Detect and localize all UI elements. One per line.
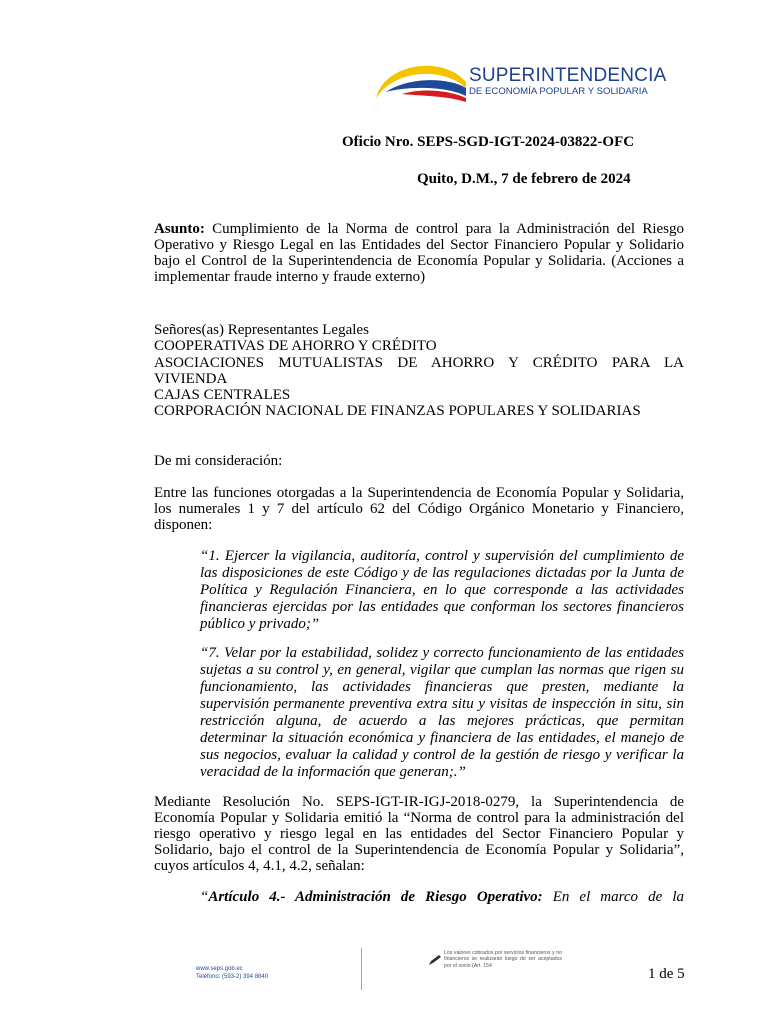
footer-phone: Teléfono: (593-2) 394 8840 xyxy=(196,974,269,980)
recipient-line: ASOCIACIONES MUTUALISTAS DE AHORRO Y CRÉDITO PARA LA xyxy=(154,354,684,371)
seps-logo-icon xyxy=(372,56,468,102)
recipient-line: Señores(as) Representantes Legales xyxy=(154,322,369,338)
pen-icon xyxy=(428,954,442,966)
oficio-number: Oficio Nro. SEPS-SGD-IGT-2024-03822-OFC xyxy=(342,134,635,150)
logo-title: SUPERINTENDENCIA xyxy=(469,65,667,86)
quote-2: “7. Velar por la estabilidad, solidez y correcto funcionamiento de las entidades sujetas a su control y, en general, vigilar que cumplan las normas que rigen su funcionamiento, las actividades financieras que presten, mediante la supervisión permanente preventiva extra situ y visitas de inspección in situ, sin restricción alguna, de acuerdo a las mejores prácticas, que permitan determinar la situación económica y financiera de las entidades, el manejo de sus negocios, evaluar la calidad y control de la gestión de riesgo y verificar la veracidad de la información que generan;.” xyxy=(200,645,684,780)
footer-website: www.seps.gob.ec xyxy=(196,966,243,972)
recipient-line: CORPORACIÓN NACIONAL DE FINANZAS POPULARES Y SOLIDARIAS xyxy=(154,403,641,420)
recipient-line: CAJAS CENTRALES xyxy=(154,387,291,404)
quote-1: “1. Ejercer la vigilancia, auditoría, control y supervisión del cumplimiento de las disposiciones de este Código y de las regulaciones dictadas por la Junta de Política y Regulación Financiera, en lo que corresponde a las actividades financieras ejercidas por las entidades que conforman los sectores financieros público y privado;” xyxy=(200,548,684,632)
logo-subtitle: DE ECONOMÍA POPULAR Y SOLIDARIA xyxy=(469,86,648,97)
greeting: De mi consideración: xyxy=(154,453,283,469)
subject-paragraph xyxy=(154,221,684,285)
recipient-line: VIVIENDA xyxy=(154,370,228,387)
subject-label: Asunto: xyxy=(154,221,205,237)
footer-divider xyxy=(361,948,362,990)
quote-3 xyxy=(200,889,684,906)
document-date: Quito, D.M., 7 de febrero de 2024 xyxy=(417,171,631,187)
recipients-block xyxy=(154,322,684,420)
seps-logo xyxy=(372,56,682,102)
page-number: 1 de 5 xyxy=(648,966,685,982)
subject-text: Cumplimiento de la Norma de control para la Administración del Riesgo Operativo y Riesgo Legal en las Entidades del Sector Financiero Popular y Solidario bajo el Control de la Superintendencia de Economía Popular y Solidaria. (Acciones a implementar fraude interno y fraude externo) xyxy=(154,221,684,285)
quote-3-heading: Artículo 4.- Administración de Riesgo Operativo: xyxy=(208,889,543,905)
body-paragraph-1: Entre las funciones otorgadas a la Superintendencia de Economía Popular y Solidaria, los numerales 1 y 7 del artículo 62 del Código Orgánico Monetario y Financiero, disponen: xyxy=(154,485,684,533)
recipient-line: COOPERATIVAS DE AHORRO Y CRÉDITO xyxy=(154,338,437,355)
footer-note: Los valores cobrados por servicios financieros y no financieros se realizarán luego de ser aceptados por el socio (Art. 154 xyxy=(444,950,562,969)
footer-contact xyxy=(196,965,268,981)
body-paragraph-2: Mediante Resolución No. SEPS-IGT-IR-IGJ-2018-0279, la Superintendencia de Economía Popular y Solidaria emitió la “Norma de control para la administración del riesgo operativo y riesgo legal en las entidades del Sector Financiero Popular y Solidario, bajo el control de la Superintendencia de Economía Popular y Solidaria”, cuyos artículos 4, 4.1, 4.2, señalan: xyxy=(154,794,684,874)
quote-3-open: “ xyxy=(200,889,209,905)
quote-3-text: En el marco de la xyxy=(542,889,684,905)
